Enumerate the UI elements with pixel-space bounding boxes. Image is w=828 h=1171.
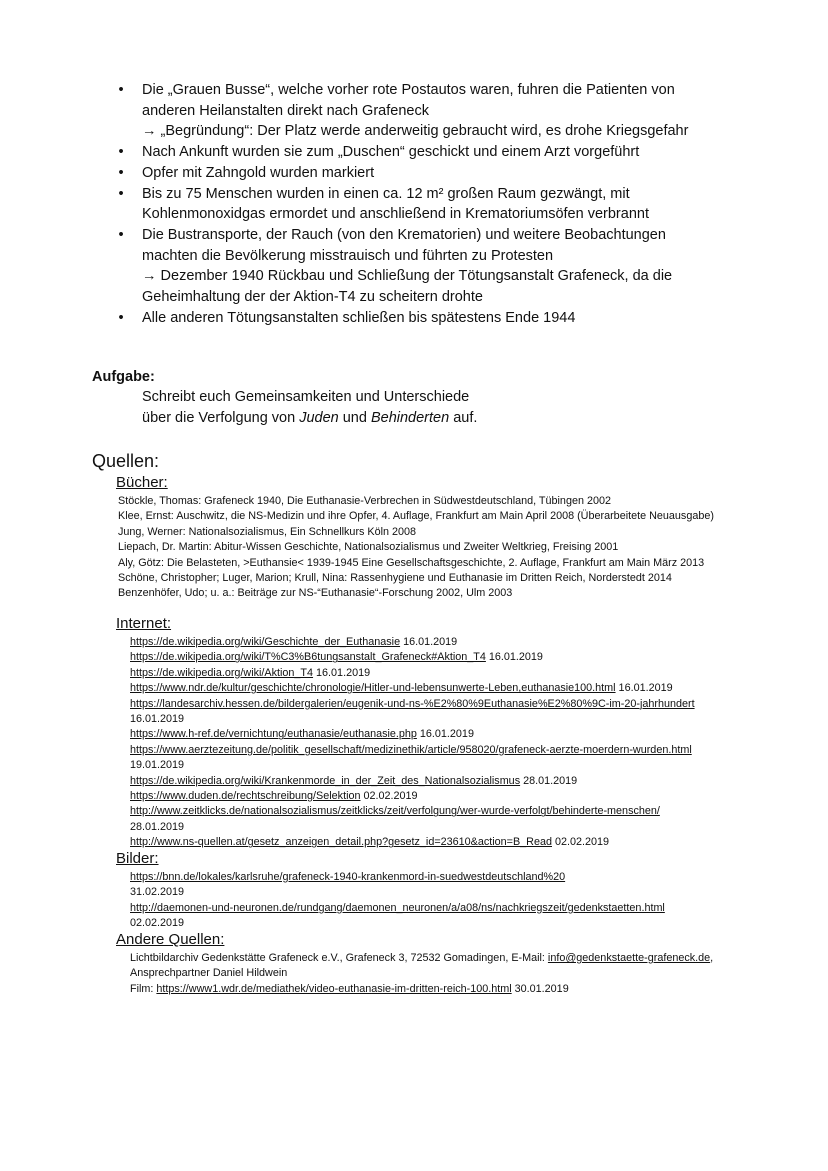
access-date: 16.01.2019 bbox=[416, 728, 474, 741]
bullet-line: → Dezember 1940 Rückbau und Schließung der Tötungsanstalt Grafeneck, da die bbox=[142, 268, 673, 285]
books-section bbox=[116, 474, 816, 602]
bullet-dot: • bbox=[118, 82, 124, 98]
bullet-dot: • bbox=[118, 226, 124, 243]
book-entry: Benzenhöfer, Udo; u. a.: Beiträge zur NS-“Euthanasie“-Forschung 2002, Ulm 2003 bbox=[118, 587, 513, 600]
book-entry: Liepach, Dr. Martin: Abitur-Wissen Geschichte, Nationalsozialismus und Zweiter Weltkrieg, Freising 2001 bbox=[118, 541, 619, 554]
bullet-item bbox=[116, 225, 796, 308]
bullet-dot: • bbox=[118, 309, 124, 326]
access-date: 02.02.2019 bbox=[130, 917, 185, 930]
source-link[interactable]: https://www.ndr.de/kultur/geschichte/chronologie/Hitler-und-lebensunwerte-Leben,euthanasie100.html bbox=[130, 682, 616, 695]
source-link-row bbox=[130, 901, 816, 916]
film-link[interactable]: https://www1.wdr.de/mediathek/video-euthanasie-im-dritten-reich-100.html bbox=[156, 982, 512, 995]
bullet-item bbox=[116, 308, 796, 329]
bullet-item bbox=[116, 80, 796, 142]
book-entry: Stöckle, Thomas: Grafeneck 1940, Die Euthanasie-Verbrechen in Südwestdeutschland, Tübingen 2002 bbox=[118, 495, 611, 507]
bullet-line: Die „Grauen Busse“, welche vorher rote Postautos waren, fuhren die Patienten von bbox=[142, 82, 675, 98]
other-sources-section bbox=[116, 931, 816, 997]
bullet-item bbox=[116, 142, 796, 163]
bullet-line: machten die Bevölkerung misstrauisch und führten zu Protesten bbox=[142, 247, 554, 264]
source-link[interactable]: https://landesarchiv.hessen.de/bildergalerien/eugenik-und-ns-%E2%80%9Euthanasie%E2%80%9C-im-20-jahrhundert bbox=[130, 697, 695, 710]
punctuation: , bbox=[710, 952, 714, 964]
access-date: 31.02.2019 bbox=[130, 886, 185, 899]
bullet-list bbox=[116, 80, 796, 328]
source-link-row bbox=[130, 789, 816, 804]
internet-heading: Internet: bbox=[116, 615, 172, 632]
images-section bbox=[116, 850, 816, 932]
source-link[interactable]: http://www.zeitklicks.de/nationalsozialismus/zeitklicks/zeit/verfolgung/wer-wurde-verfolgt/behinderte-menschen/ bbox=[130, 805, 660, 818]
bullet-line: anderen Heilanstalten direkt nach Grafeneck bbox=[142, 102, 429, 119]
source-link-row bbox=[130, 681, 816, 696]
bullet-dot: • bbox=[118, 164, 124, 181]
email-link[interactable]: info@gedenkstaette-grafeneck.de bbox=[547, 952, 711, 964]
bullet-item bbox=[116, 163, 796, 184]
bullet-dot: • bbox=[118, 144, 124, 161]
source-link[interactable]: https://de.wikipedia.org/wiki/T%C3%B6tungsanstalt_Grafeneck#Aktion_T4 bbox=[130, 651, 486, 664]
sources-title: Quellen: bbox=[92, 451, 160, 471]
source-link-row bbox=[130, 743, 816, 758]
task-text-part: auf. bbox=[449, 409, 478, 426]
film-label: Film: bbox=[130, 982, 157, 995]
bullet-line: → „Begründung“: Der Platz werde anderweitig gebraucht wird, es drohe Kriegsgefahr bbox=[142, 123, 689, 140]
task-label: Aufgabe: bbox=[92, 369, 155, 385]
bullet-line: Bis zu 75 Menschen wurden in einen ca. 12 m² großen Raum gezwängt, mit bbox=[142, 185, 630, 202]
source-link-row bbox=[130, 727, 816, 742]
source-link-row bbox=[130, 635, 816, 650]
source-link[interactable]: https://www.aerztezeitung.de/politik_gesellschaft/medizinethik/article/958020/grafeneck-aerzte-moerdern-wurden.html bbox=[130, 743, 692, 756]
bullet-line: Nach Ankunft wurden sie zum „Duschen“ geschickt und einem Arzt vorgeführt bbox=[142, 144, 640, 161]
book-entry: Jung, Werner: Nationalsozialismus, Ein Schnellkurs Köln 2008 bbox=[118, 525, 417, 538]
task-emphasis-behinderten: Behinderten bbox=[370, 409, 450, 426]
source-link[interactable]: http://www.ns-quellen.at/gesetz_anzeigen_detail.php?gesetz_id=23610&action=B_Read bbox=[130, 836, 552, 849]
source-link[interactable]: https://www.duden.de/rechtschreibung/Selektion bbox=[130, 790, 361, 803]
access-date: 16.01.2019 bbox=[615, 682, 673, 695]
source-link-row bbox=[130, 870, 816, 885]
task-text-part: und bbox=[338, 409, 371, 426]
source-link[interactable]: https://www.h-ref.de/vernichtung/euthanasie/euthanasie.php bbox=[130, 728, 417, 741]
archive-line bbox=[130, 951, 816, 966]
access-date: 16.01.2019 bbox=[313, 666, 371, 679]
book-entry: Aly, Götz: Die Belasteten, >Euthansie< 1939-1945 Eine Gesellschaftsgeschichte, 2. Auflage, Frankfurt am Main März 2013 bbox=[118, 556, 705, 569]
access-date: 16.01.2019 bbox=[130, 713, 185, 726]
access-date: 16.01.2019 bbox=[485, 651, 543, 664]
bullet-line: Geheimhaltung der der Aktion-T4 zu scheitern drohte bbox=[142, 289, 483, 306]
film-line bbox=[130, 982, 816, 997]
access-date: 28.01.2019 bbox=[520, 774, 578, 787]
bullet-item bbox=[116, 184, 796, 225]
source-link[interactable]: https://de.wikipedia.org/wiki/Aktion_T4 bbox=[130, 666, 314, 679]
access-date: 19.01.2019 bbox=[130, 759, 185, 772]
other-sources-heading: Andere Quellen: bbox=[116, 931, 225, 948]
book-entry: Klee, Ernst: Auschwitz, die NS-Medizin und ihre Opfer, 4. Auflage, Frankfurt am Main April 2008 (Überarbeitete Neuausgabe) bbox=[118, 510, 714, 523]
access-date: 16.01.2019 bbox=[400, 636, 458, 648]
access-date: 30.01.2019 bbox=[511, 982, 569, 995]
images-heading: Bilder: bbox=[116, 850, 159, 867]
source-link[interactable]: https://de.wikipedia.org/wiki/Geschichte_der_Euthanasie bbox=[130, 636, 401, 648]
task-block bbox=[92, 367, 792, 428]
source-link-row bbox=[130, 835, 816, 850]
task-line-1: Schreibt euch Gemeinsamkeiten und Unterschiede bbox=[142, 389, 470, 405]
task-line-2 bbox=[142, 408, 792, 429]
internet-section bbox=[116, 615, 816, 851]
archive-text: Lichtbildarchiv Gedenkstätte Grafeneck e.V., Grafeneck 3, 72532 Gomadingen, E-Mail: bbox=[130, 952, 548, 964]
access-date: 02.02.2019 bbox=[552, 836, 610, 849]
task-text bbox=[142, 387, 792, 428]
source-link-row bbox=[130, 804, 816, 819]
source-link[interactable]: https://bnn.de/lokales/karlsruhe/grafeneck-1940-krankenmord-in-suedwestdeutschland%20 bbox=[130, 871, 566, 883]
source-link-row bbox=[130, 697, 816, 712]
task-emphasis-juden: Juden bbox=[299, 409, 339, 426]
access-date: 02.02.2019 bbox=[360, 790, 418, 803]
bullet-dot: • bbox=[118, 185, 124, 202]
bullet-line: Alle anderen Tötungsanstalten schließen bis spätestens Ende 1944 bbox=[142, 309, 576, 326]
source-link[interactable]: https://de.wikipedia.org/wiki/Krankenmorde_in_der_Zeit_des_Nationalsozialismus bbox=[130, 774, 521, 787]
source-link-row bbox=[130, 774, 816, 789]
book-entry: Schöne, Christopher; Luger, Marion; Krull, Nina: Rassenhygiene und Euthanasie im Dritten Reich, Norderstedt 2014 bbox=[118, 572, 672, 585]
contact-line: Ansprechpartner Daniel Hildwein bbox=[130, 967, 288, 980]
access-date: 28.01.2019 bbox=[130, 820, 185, 833]
task-text-part: über die Verfolgung von bbox=[142, 409, 300, 426]
books-heading: Bücher: bbox=[116, 474, 168, 491]
bullet-line: Opfer mit Zahngold wurden markiert bbox=[142, 164, 375, 181]
source-link-row bbox=[130, 650, 816, 665]
bullet-line: Die Bustransporte, der Rauch (von den Krematorien) und weitere Beobachtungen bbox=[142, 226, 666, 243]
source-link-row bbox=[130, 666, 816, 681]
source-link[interactable]: http://daemonen-und-neuronen.de/rundgang/daemonen_neuronen/a/a08/ns/nachkriegszeit/gedenkstaetten.html bbox=[130, 901, 665, 914]
bullet-line: Kohlenmonoxidgas ermordet und anschließend in Krematoriumsöfen verbrannt bbox=[142, 206, 649, 223]
